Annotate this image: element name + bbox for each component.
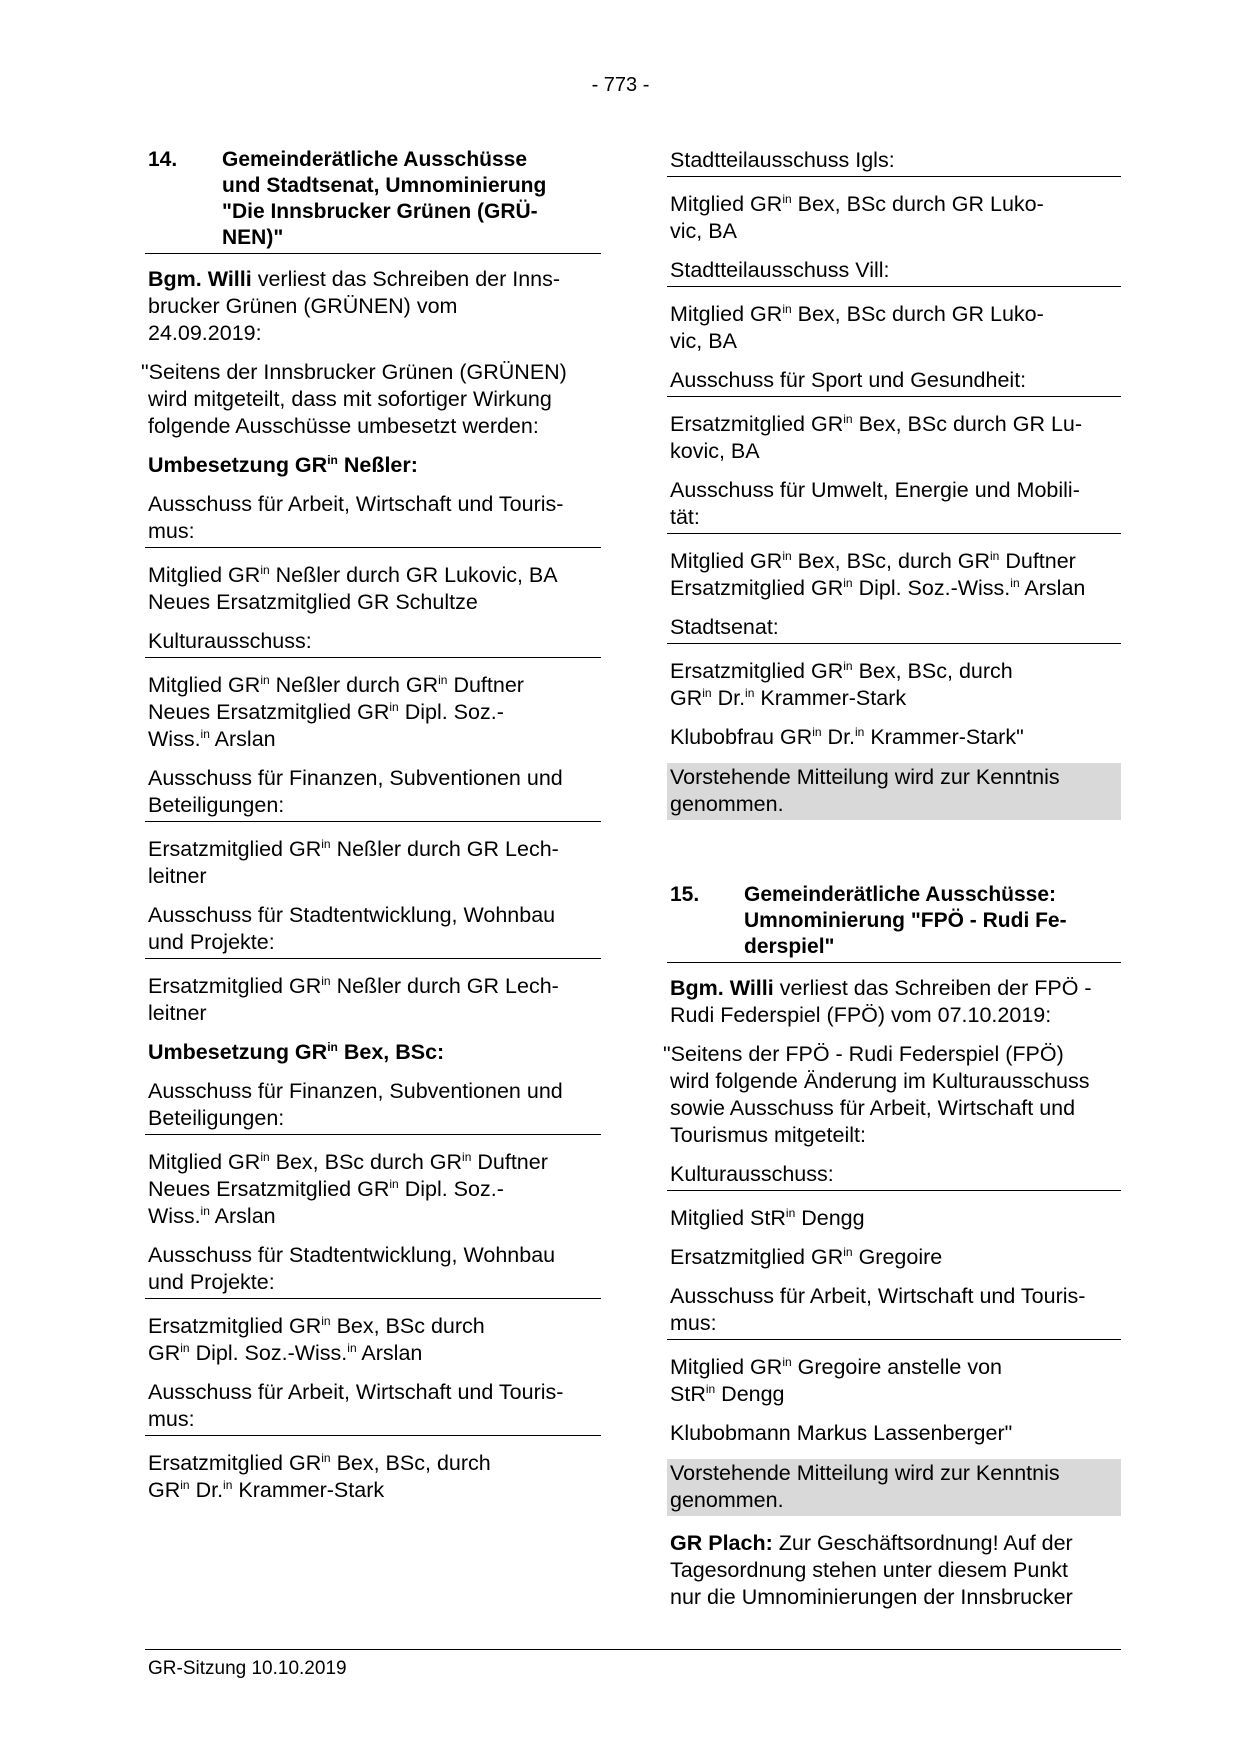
member-change: Ersatzmitglied $GR^{in}$ Neßler durch GR Lech- leitner (148, 837, 559, 888)
committee-name: Ausschuss für Finanzen, Subventionen und Beteiligungen: (145, 765, 601, 822)
committee-name: Kulturausschuss: (145, 628, 601, 658)
member-change: Mitglied $GR^{in}$ Bex, BSc, durch $GR^{in}$ Duftner Ersatzmitglied $GR^{in}$ Dipl. Soz.-Wiss.$^{in}$ Arslan (670, 549, 1086, 600)
member-change: Ersatzmitglied $GR^{in}$ Gregoire (670, 1245, 943, 1269)
committee-name: Ausschuss für Arbeit, Wirtschaft und Touris- mus: (667, 1283, 1121, 1340)
resolution-note: Vorstehende Mitteilung wird zur Kenntnis genommen. (667, 1459, 1121, 1516)
member-change: Ersatzmitglied $GR^{in}$ Bex, BSc durch GR Lu- kovic, BA (670, 412, 1083, 463)
resolution-note: Vorstehende Mitteilung wird zur Kenntnis genommen. (667, 763, 1121, 820)
member-change: Mitglied $GR^{in}$ Bex, BSc durch GR Luko- vic, BA (670, 302, 1044, 353)
intro-paragraph: Bgm. Willi verliest das Schreiben der FPÖ - Rudi Federspiel (FPÖ) vom 07.10.2019: (670, 976, 1092, 1027)
intro-paragraph: Bgm. Willi verliest das Schreiben der Inns- brucker Grünen (GRÜNEN) vom 24.09.2019: (148, 267, 561, 345)
footer-divider (145, 1649, 1121, 1650)
letter-quote: "Seitens der FPÖ - Rudi Federspiel (FPÖ) wird folgende Änderung im Kulturausschuss sowie Ausschuss für Arbeit, Wirtschaft und Tourismus mitgeteilt: (663, 1042, 1090, 1147)
footer-session-date: GR-Sitzung 10.10.2019 (148, 1658, 347, 1679)
letter-quote: "Seitens der Innsbrucker Grünen (GRÜNEN) wird mitgeteilt, dass mit sofortiger Wirkung folgende Ausschüsse umbesetzt werden: (141, 360, 567, 438)
right-column (663, 147, 1121, 1623)
committee-name: Ausschuss für Finanzen, Subventionen und Beteiligungen: (145, 1078, 601, 1135)
page-number: - 773 - (591, 74, 650, 96)
member-change: Ersatzmitglied $GR^{in}$ Bex, BSc durch $GR^{in}$ Dipl. Soz.-Wiss.$^{in}$ Arslan (148, 1314, 485, 1365)
committee-name: Ausschuss für Stadtentwicklung, Wohnbau und Projekte: (145, 1242, 601, 1299)
committee-name: Kulturausschuss: (667, 1161, 1121, 1191)
spacer (667, 834, 1121, 882)
committee-name: Stadtteilausschuss Vill: (667, 257, 1121, 287)
member-change: Ersatzmitglied $GR^{in}$ Neßler durch GR Lech- leitner (148, 974, 559, 1025)
member-change: Mitglied $GR^{in}$ Gregoire anstelle von StR$^{in}$ Dengg (670, 1355, 1002, 1406)
agenda-item-14-heading (145, 147, 601, 254)
committee-name: Stadtsenat: (667, 614, 1121, 644)
agenda-item-title: Gemeinderätliche Ausschüsse: Umnominierung "FPÖ - Rudi Fe- derspiel" (744, 883, 1067, 958)
committee-name: Ausschuss für Sport und Gesundheit: (667, 367, 1121, 397)
signature-line: Klubobfrau $GR^{in}$ Dr.$^{in}$ Krammer-Stark" (670, 725, 1024, 749)
committee-name: Ausschuss für Arbeit, Wirtschaft und Touris- mus: (145, 491, 601, 548)
agenda-item-number: 15. (670, 883, 700, 906)
member-change: Mitglied $GR^{in}$ Bex, BSc durch GR Luko- vic, BA (670, 192, 1044, 243)
agenda-item-15-heading (667, 882, 1121, 963)
committee-name: Stadtteilausschuss Igls: (667, 147, 1121, 177)
committee-name: Ausschuss für Stadtentwicklung, Wohnbau und Projekte: (145, 902, 601, 959)
member-change: Ersatzmitglied $GR^{in}$ Bex, BSc, durch $GR^{in}$ Dr.$^{in}$ Krammer-Stark (670, 659, 1013, 710)
subheading-bex: Umbesetzung $GR^{in}$ Bex, BSc: (148, 1040, 445, 1064)
member-change: Ersatzmitglied $GR^{in}$ Bex, BSc, durch $GR^{in}$ Dr.$^{in}$ Krammer-Stark (148, 1451, 491, 1502)
member-change: Mitglied $GR^{in}$ Neßler durch GR Lukovic, BA Neues Ersatzmitglied GR Schultze (148, 563, 558, 614)
agenda-item-title: Gemeinderätliche Ausschüsse und Stadtsenat, Umnominierung "Die Innsbrucker Grünen (GRÜ- NEN)" (222, 148, 547, 249)
member-change: Mitglied $GR^{in}$ Bex, BSc durch $GR^{in}$ Duftner Neues Ersatzmitglied $GR^{in}$ Dipl. Soz.- Wiss.$^{in}$ Arslan (148, 1150, 548, 1228)
committee-name: Ausschuss für Umwelt, Energie und Mobili- tät: (667, 477, 1121, 534)
agenda-item-number: 14. (148, 148, 178, 171)
committee-name: Ausschuss für Arbeit, Wirtschaft und Touris- mus: (145, 1379, 601, 1436)
speaker-paragraph: GR Plach: Zur Geschäftsordnung! Auf der Tagesordnung stehen unter diesem Punkt nur die Umnominierungen der Innsbrucker (670, 1531, 1073, 1609)
left-column (141, 147, 601, 1516)
member-change: Mitglied StR$^{in}$ Dengg (670, 1206, 865, 1230)
subheading-nessler: Umbesetzung $GR^{in}$ Neßler: (148, 453, 418, 477)
signature-line: Klubobmann Markus Lassenberger" (670, 1421, 1013, 1445)
member-change: Mitglied $GR^{in}$ Neßler durch $GR^{in}$ Duftner Neues Ersatzmitglied $GR^{in}$ Dipl. Soz.- Wiss.$^{in}$ Arslan (148, 673, 524, 751)
